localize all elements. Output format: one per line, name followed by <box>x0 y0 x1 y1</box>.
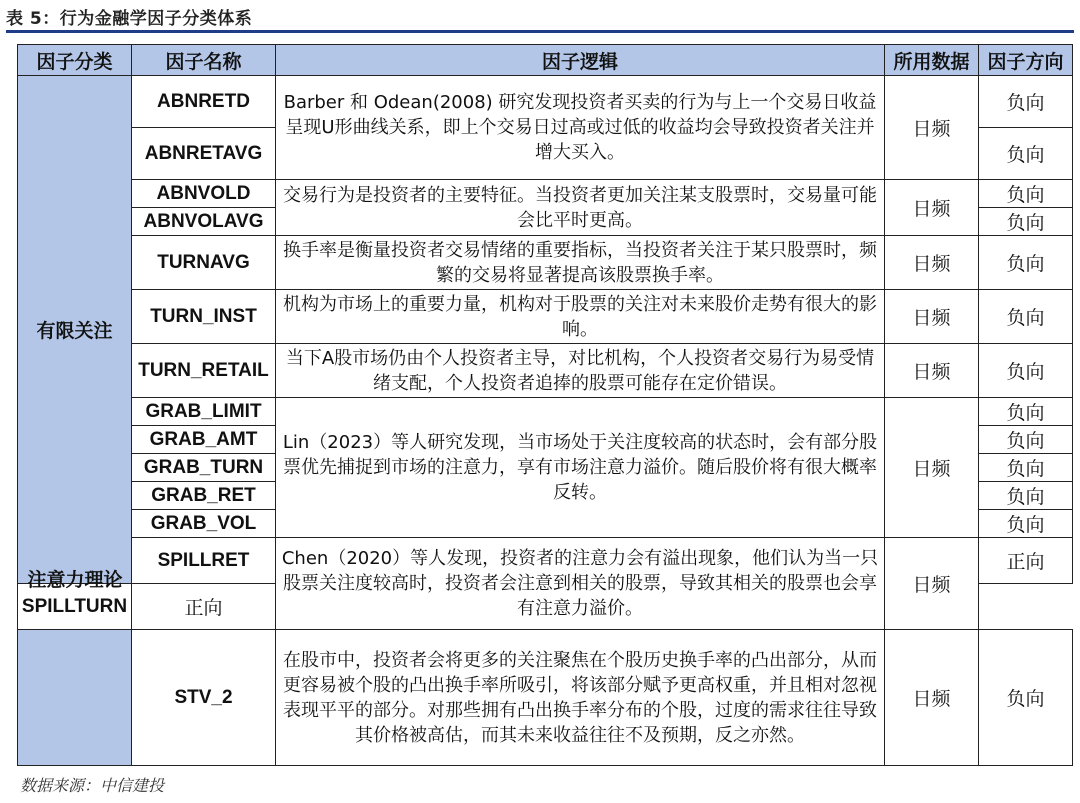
factor-logic: 换手率是衡量投资者交易情绪的重要指标，当投资者关注于某只股票时，频繁的交易将显著提高该股票换手率。 <box>276 236 885 290</box>
factor-direction: 正向 <box>132 584 276 630</box>
factor-name: SPILLTURN <box>18 584 132 630</box>
factor-name: SPILLRET <box>132 538 276 584</box>
table-row <box>18 76 1073 128</box>
factor-name: STV_2 <box>132 630 276 766</box>
source-note: 数据来源：中信建投 <box>20 776 165 795</box>
header-logic: 因子逻辑 <box>276 45 885 76</box>
factor-data: 日频 <box>885 76 979 180</box>
factor-data: 日频 <box>885 538 979 630</box>
table-caption: 表 5：行为金融学因子分类体系 <box>6 9 253 29</box>
factor-name: GRAB_AMT <box>132 426 276 454</box>
factor-name: TURN_INST <box>132 290 276 344</box>
factor-data: 日频 <box>885 290 979 344</box>
factor-data: 日频 <box>885 630 979 766</box>
factor-logic: 交易行为是投资者的主要特征。当投资者更加关注某支股票时，交易量可能会比平时更高。 <box>276 180 885 236</box>
factor-data: 日频 <box>885 236 979 290</box>
category-attention-theory: 注意力理论 <box>27 569 123 591</box>
factor-direction: 负向 <box>979 454 1073 482</box>
factor-direction: 负向 <box>979 128 1073 180</box>
table-row <box>18 290 1073 344</box>
factor-name: ABNVOLD <box>132 180 276 208</box>
factor-table <box>17 44 1073 766</box>
table-row <box>18 344 1073 398</box>
factor-logic: 当下A股市场仍由个人投资者主导，对比机构，个人投资者交易行为易受情绪支配，个人投资者追捧的股票可能存在定价错误。 <box>276 344 885 398</box>
factor-logic: Lin（2023）等人研究发现，当市场处于关注度较高的状态时，会有部分股票优先捕捉到市场的注意力，享有市场注意力溢价。随后股价将有很大概率反转。 <box>276 398 885 538</box>
factor-name: GRAB_LIMIT <box>132 398 276 426</box>
header-data: 所用数据 <box>885 45 979 76</box>
factor-direction: 负向 <box>979 236 1073 290</box>
factor-data: 日频 <box>885 180 979 236</box>
factor-direction: 负向 <box>979 482 1073 510</box>
table-row <box>18 538 1073 584</box>
factor-name: ABNVOLAVG <box>132 208 276 236</box>
factor-name: TURN_RETAIL <box>132 344 276 398</box>
factor-logic: 机构为市场上的重要力量，机构对于股票的关注对未来股价走势有很大的影响。 <box>276 290 885 344</box>
table-row <box>18 236 1073 290</box>
caption-rule <box>6 30 1074 33</box>
factor-direction: 负向 <box>979 290 1073 344</box>
factor-direction: 负向 <box>979 344 1073 398</box>
factor-direction: 负向 <box>979 398 1073 426</box>
factor-direction: 负向 <box>979 510 1073 538</box>
header-category: 因子分类 <box>18 45 132 76</box>
factor-direction: 负向 <box>979 630 1073 766</box>
factor-name: ABNRETD <box>132 76 276 128</box>
factor-logic: Chen（2020）等人发现，投资者的注意力会有溢出现象，他们认为当一只股票关注度较高时，投资者会注意到相关的股票，导致其相关的股票也会享有注意力溢价。 <box>276 538 885 630</box>
factor-direction: 负向 <box>979 76 1073 128</box>
header-direction: 因子方向 <box>979 45 1073 76</box>
header-row <box>18 45 1073 76</box>
table-row <box>18 630 1073 766</box>
header-name: 因子名称 <box>132 45 276 76</box>
table-row <box>18 180 1073 208</box>
factor-name: ABNRETAVG <box>132 128 276 180</box>
factor-data: 日频 <box>885 344 979 398</box>
factor-logic: Barber 和 Odean(2008) 研究发现投资者买卖的行为与上一个交易日收益呈现U形曲线关系，即上个交易日过高或过低的收益均会导致投资者关注并增大买入。 <box>276 76 885 180</box>
factor-direction: 负向 <box>979 180 1073 208</box>
factor-name: GRAB_VOL <box>132 510 276 538</box>
table-row <box>18 398 1073 426</box>
factor-data: 日频 <box>885 398 979 538</box>
factor-name: GRAB_RET <box>132 482 276 510</box>
factor-name: TURNAVG <box>132 236 276 290</box>
factor-direction: 正向 <box>979 538 1073 584</box>
factor-direction: 负向 <box>979 208 1073 236</box>
factor-name: GRAB_TURN <box>132 454 276 482</box>
factor-direction: 负向 <box>979 426 1073 454</box>
factor-logic: 在股市中，投资者会将更多的关注聚焦在个股历史换手率的凸出部分，从而更容易被个股的凸出换手率所吸引，将该部分赋予更高权重，并且相对忽视表现平平的部分。对那些拥有凸出换手率分布的个股，过度的需求往往导致其价格被高估，而其未来收益往往不及预期，反之亦然。 <box>276 630 885 766</box>
category-limited-attention: 有限关注 <box>18 76 132 584</box>
category-attention-theory-continued <box>18 630 132 766</box>
